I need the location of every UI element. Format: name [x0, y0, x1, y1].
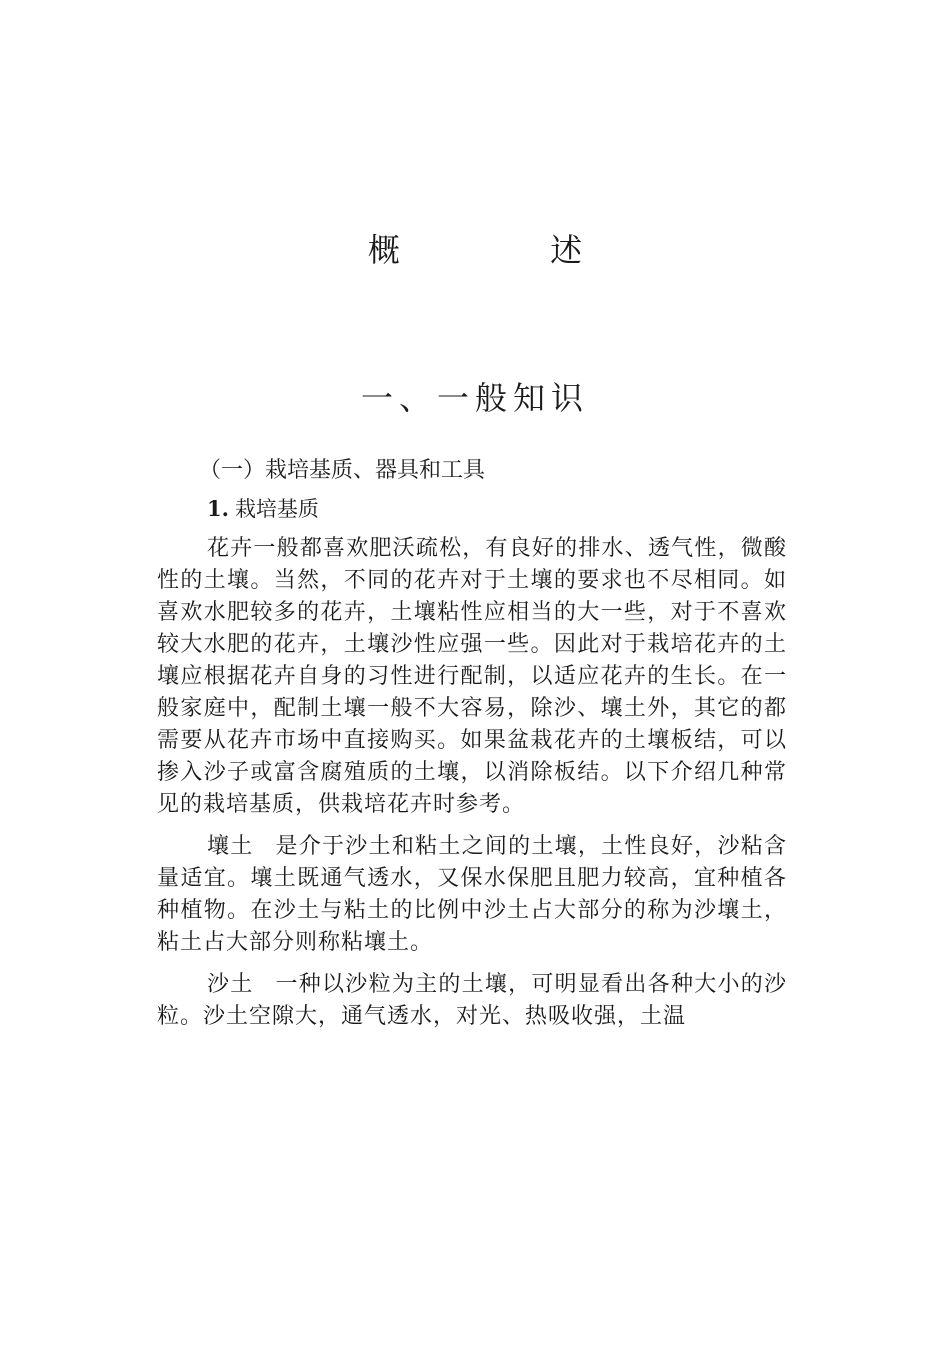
subsubsection-title: 栽培基质	[234, 497, 319, 521]
paragraph-loam	[157, 831, 787, 959]
paragraph-text: 一种以沙粒为主的土壤，可明显看出各种大小的沙粒。沙土空隙大，通气透水，对光、热吸收强，土温	[157, 972, 787, 1029]
paragraph-text: 是介于沙土和粘土之间的土壤，土性良好，沙粘含量适宜。壤土既通气透水，又保水保肥且肥力较高，宜种植各种植物。在沙土与粘土的比例中沙土占大部分的称为沙壤土，粘土占大部分则称粘壤土。	[157, 834, 787, 955]
paragraph-term: 沙土	[207, 972, 254, 997]
subsubsection-number: 1.	[207, 496, 229, 521]
paragraph-sand	[157, 969, 787, 1033]
paragraph-intro	[157, 533, 787, 821]
subsubsection-heading	[157, 493, 787, 525]
section-title: 一、一般知识	[360, 379, 589, 417]
paragraph-text: 花卉一般都喜欢肥沃疏松，有良好的排水、透气性，微酸性的土壤。当然，不同的花卉对于土壤的要求也不尽相同。如喜欢水肥较多的花卉，土壤粘性应相当的大一些，对于不喜欢较大水肥的花卉，土壤沙性应强一些。因此对于栽培花卉的土壤应根据花卉自身的习性进行配制，以适应花卉的生长。在一般家庭中，配制土壤一般不大容易，除沙、壤土外，其它的都需要从花卉市场中直接购买。如果盆栽花卉的土壤板结，可以掺入沙子或富含腐殖质的土壤，以消除板结。以下介绍几种常见的栽培基质，供栽培花卉时参考。	[157, 536, 787, 817]
body-text	[157, 455, 787, 1043]
paragraph-term: 壤土	[207, 834, 254, 859]
subsection-heading: （一）栽培基质、器具和工具	[199, 458, 486, 483]
chapter-title: 概 述	[367, 231, 653, 269]
